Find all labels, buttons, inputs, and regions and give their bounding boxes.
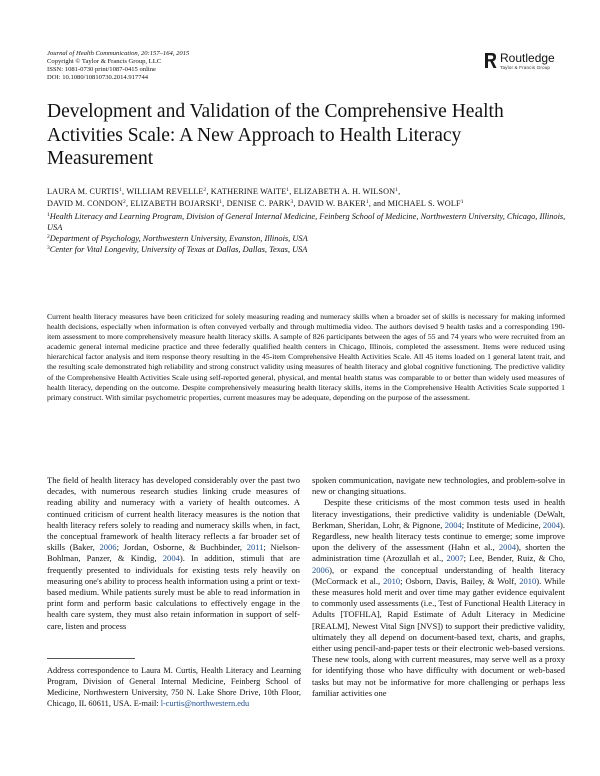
citation-link[interactable]: 2011: [246, 542, 264, 553]
body-paragraph: The field of health literacy has developed considerably over the past two decades, with numerous research studies linking crude measures of reading ability and numeracy with a variety of health outcomes. A continued criticism of current health literacy measures is the notion that health literacy refers solely to reading and numeracy skills when, in fact, the conceptual framework of health literacy reflects a far broader set of skills (Baker, 2006; Jordan, Osborne, & Buchbinder, 2011; Nielson-Bohlman, Panzer, & Kindig, 2004). In addition, stimuli that are frequently presented to individuals for existing tests rely heavily on measuring one's ability to process health information using a print or text-based medium. While patients surely must be able to read information in print form and perform basic calculations to effectively engage in the health care system, they must also retain information in support of self-care, listen and process: [47, 475, 300, 631]
publisher-group: Taylor & Francis Group: [500, 65, 551, 70]
author: and MICHAEL S. WOLF$^1$: [373, 199, 464, 209]
citation-link[interactable]: 2006: [99, 542, 117, 553]
affiliation: $^1$Health Literacy and Learning Program, Division of General Internal Medicine, Feinberg School of Medicine, Northwestern University, Chicago, Illinois, USA: [47, 212, 566, 232]
author: KATHERINE WAITE$^1$,: [210, 187, 294, 196]
citation-link[interactable]: 2004: [162, 553, 180, 564]
body-column-left: [47, 475, 300, 632]
citation-link[interactable]: 2010: [383, 575, 401, 586]
citation-link[interactable]: 2007: [446, 553, 464, 564]
citation-link[interactable]: 2006: [312, 564, 330, 575]
body-paragraph: Despite these criticisms of the most common tests used in health literacy investigations, their predictive validity is undeniable (DeWalt, Berkman, Sheridan, Lohr, & Pignone, 2004; Institute of Medicine, 2004). Regardless, new health literacy tests continue to emerge; some improve upon the delivery of the assessment (Hahn et al., 2004), shorten the administration time (Arozullah et al., 2007; Lee, Bender, Ruiz, & Cho, 2006), or expand the conceptual understanding of health literacy (McCormack et al., 2010; Osborn, Davis, Bailey, & Wolf, 2010). While these measures hold merit and over time may gather evidence equivalent to commonly used assessments (i.e., Test of Functional Health Literacy in Adults [TOFHLA], Rapid Estimate of Adult Literacy in Medicine [REALM], Newest Vital Sign [NVS]) to support their predictive validity, ultimately they all depend on document-based text, charts, and graphs, either using pencil-and-paper tests or their electronic web-based versions. These new tools, along with current measures, may serve well as a proxy for identifying those who have difficulty with document or web-based tasks but may not be informative for more challenging or perhaps less familiar activities one: [312, 497, 565, 698]
issn-line: ISSN: 1081-0730 print/1087-0415 online: [47, 65, 156, 73]
affiliation: $^2$Department of Psychology, Northwestern University, Evanston, Illinois, USA: [47, 233, 308, 243]
affiliation: $^3$Center for Vital Longevity, University of Texas at Dallas, Dallas, Texas, USA: [47, 244, 308, 254]
journal-metadata: [47, 50, 347, 82]
citation-link[interactable]: 2010: [519, 575, 537, 586]
abstract: Current health literacy measures have been criticized for solely measuring reading and numeracy skills when a broader set of skills is necessary for making informed health decisions, especially when information is often conveyed verbally and through multimedia video. The authors devised 9 health tasks and a corresponding 190-item assessment to more comprehensively measure health literacy skills. A sample of 826 participants between the ages of 55 and 74 years who were recruited from an academic general internal medicine practice and three federally qualified health centers in Chicago, Illinois, completed the assessment. Items were reduced using hierarchical factor analysis and item response theory resulting in the 45-item Comprehensive Health Activities Scale. All 45 items loaded on 1 general latent trait, and the resulting scale demonstrated high reliability and strong construct validity using measures of health literacy and global cognitive functioning. The predictive validity of the Comprehensive Health Activities Scale using self-reported general, physical, and mental health status was comparable to or better than widely used measures of health literacy, depending on the outcome. Despite comprehensively measuring health literacy skills, items in the Comprehensive Health Activities Scale supported 1 primary construct. With similar psychometric properties, current measures may be adequate, depending on the purpose of the assessment.: [47, 312, 565, 402]
citation-link[interactable]: 2004: [498, 542, 516, 553]
citation-link[interactable]: 2004: [444, 519, 462, 530]
footnote-divider: [47, 658, 135, 659]
author: WILLIAM REVELLE$^2$,: [126, 187, 211, 196]
author: LAURA M. CURTIS$^1$,: [47, 187, 127, 196]
copyright-line: Copyright © Taylor & Francis Group, LLC: [47, 57, 162, 65]
publisher-logo: [484, 52, 564, 74]
doi-line: DOI: 10.1080/10810730.2014.917744: [47, 73, 149, 81]
paper-title: Development and Validation of the Comprehensive Health Activities Scale: A New Approach to Health Literacy Measurement: [47, 101, 504, 169]
author: ELIZABETH BOJARSKI$^1$,: [130, 199, 227, 209]
author: DAVID M. CONDON$^2$,: [47, 199, 131, 209]
author-list: [47, 186, 567, 210]
affiliation-list: [47, 212, 567, 256]
author: DENISE C. PARK$^3$,: [226, 199, 298, 209]
journal-citation: Journal of Health Communication, 20:157–164, 2015: [47, 50, 190, 57]
author: DAVID W. BAKER$^1$,: [297, 199, 374, 209]
routledge-logo-icon: [484, 52, 497, 69]
body-paragraph: spoken communication, navigate new technologies, and problem-solve in new or changing situations.: [312, 475, 565, 497]
author: ELIZABETH A. H. WILSON$^1$,: [293, 187, 401, 196]
email-link[interactable]: l-curtis@northwestern.edu: [160, 699, 250, 709]
citation-link[interactable]: 2004: [542, 519, 561, 530]
correspondence-footnote: Address correspondence to Laura M. Curtis, Health Literacy and Learning Program, Division of General Internal Medicine, Feinberg School of Medicine, Northwestern University, 750 N. Lake Shore Drive, 10th Floor, Chicago, IL 60611, USA. E-mail: l-curtis@northwestern.edu: [47, 666, 301, 709]
publisher-name: Routledge: [500, 51, 555, 65]
body-column-right: [312, 475, 565, 699]
